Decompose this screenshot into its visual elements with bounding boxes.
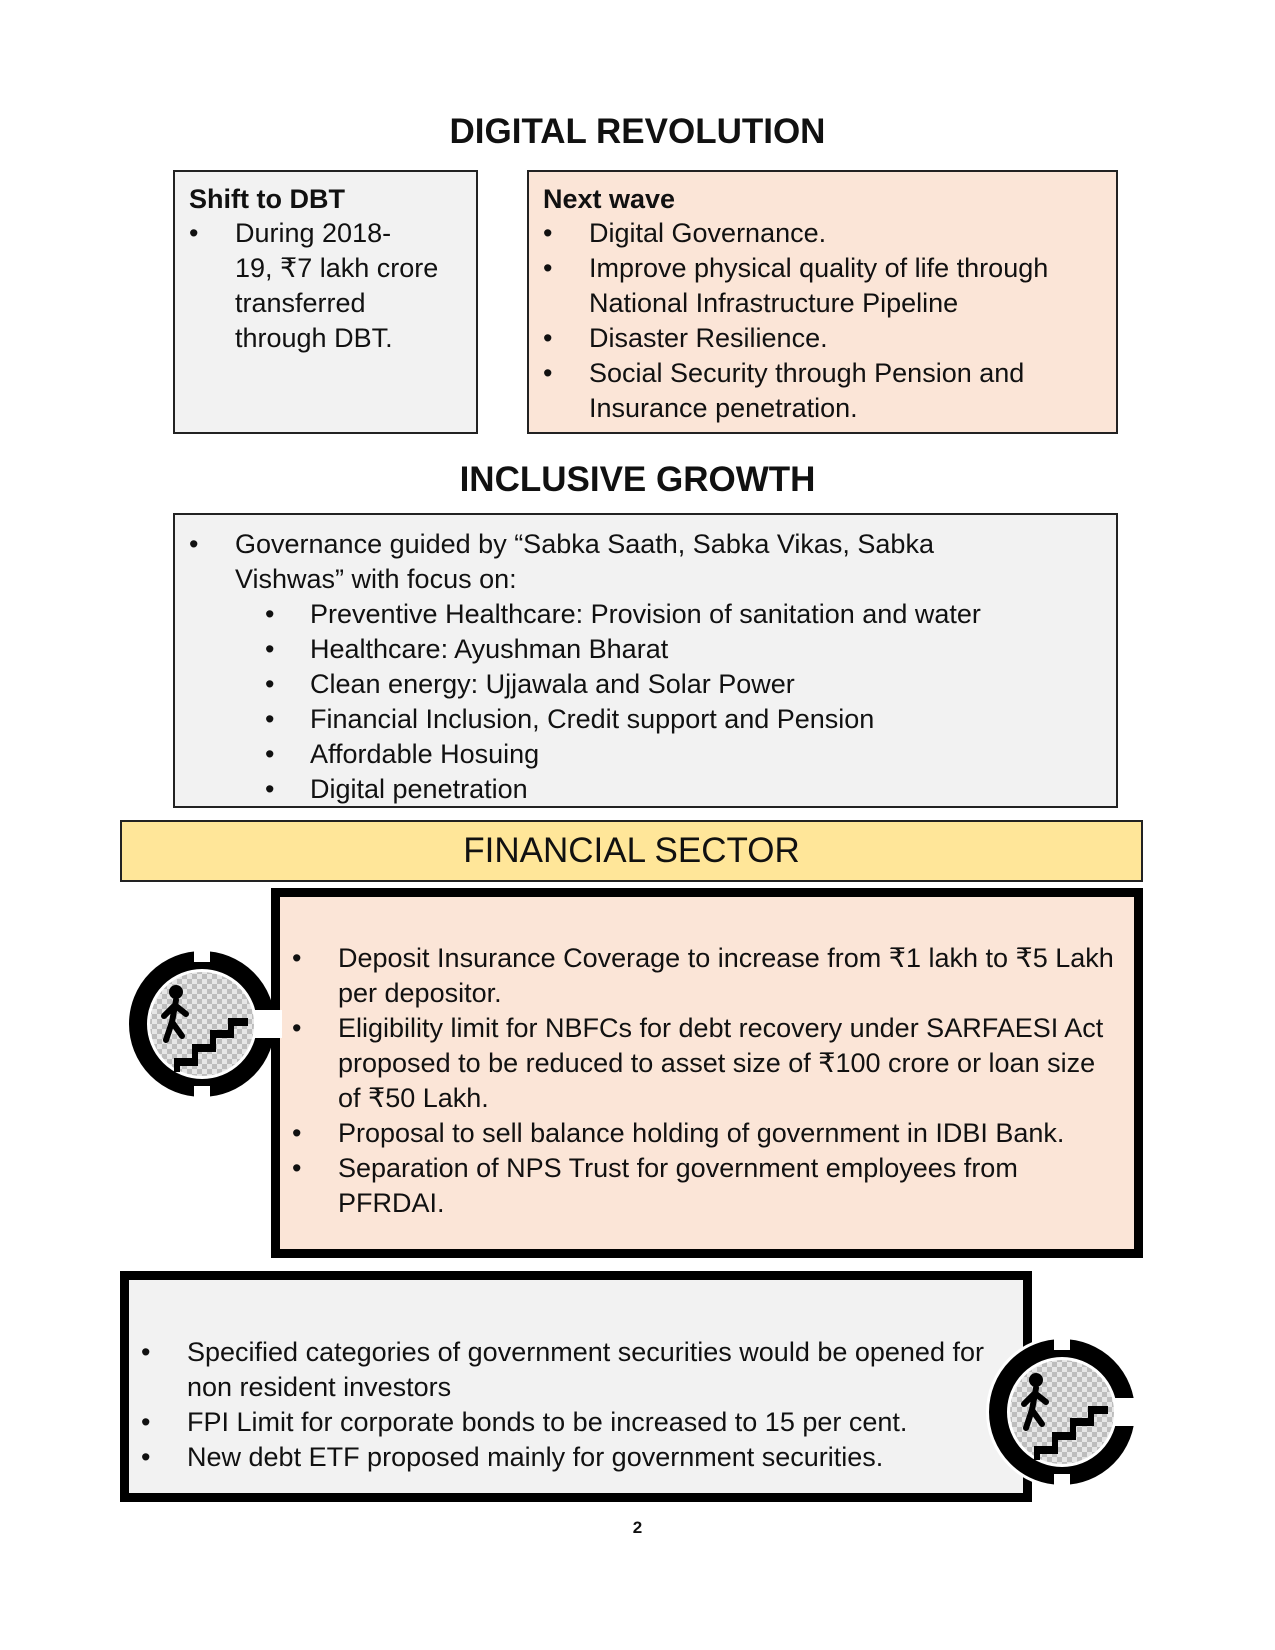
- list-item: • Improve physical quality of life through National Infrastructure Pipeline: [543, 251, 1102, 321]
- list-item: • Eligibility limit for NBFCs for debt recovery under SARFAESI Act proposed to be reduced to asset size of ₹100 crore or loan size of ₹50 Lakh.: [292, 1011, 1124, 1116]
- shift-to-dbt-list: [189, 216, 462, 356]
- list-item: • Digital Governance.: [543, 216, 1102, 251]
- inclusive-growth-heading: INCLUSIVE GROWTH: [459, 460, 816, 499]
- list-item: • Disaster Resilience.: [543, 321, 1102, 356]
- shift-to-dbt-box: [173, 170, 478, 434]
- inclusive-growth-list: [189, 527, 1102, 597]
- list-item: • New debt ETF proposed mainly for government securities.: [141, 1440, 1003, 1475]
- digital-revolution-heading: DIGITAL REVOLUTION: [449, 112, 826, 151]
- list-item: • Separation of NPS Trust for government employees from PFRDAI.: [292, 1151, 1124, 1221]
- list-item: • Preventive Healthcare: Provision of sanitation and water: [265, 597, 1102, 632]
- inclusive-growth-sublist: [265, 597, 1102, 807]
- list-item: • Social Security through Pension and Insurance penetration.: [543, 356, 1102, 426]
- stair-climber-icon: [122, 944, 282, 1104]
- financial-box-2: [120, 1271, 1032, 1502]
- next-wave-title: Next wave: [543, 184, 676, 214]
- list-item: • FPI Limit for corporate bonds to be increased to 15 per cent.: [141, 1405, 1003, 1440]
- next-wave-box: [527, 170, 1118, 434]
- financial-list-2: [141, 1335, 1003, 1475]
- list-item: • Healthcare: Ayushman Bharat: [265, 632, 1102, 667]
- financial-list-1: [292, 941, 1124, 1221]
- inclusive-growth-box: [173, 513, 1118, 808]
- list-item: • During 2018- 19, ₹7 lakh crore transferred through DBT.: [189, 216, 462, 356]
- list-item: • Proposal to sell balance holding of government in IDBI Bank.: [292, 1116, 1124, 1151]
- list-item: • Clean energy: Ujjawala and Solar Power: [265, 667, 1102, 702]
- shift-to-dbt-title: Shift to DBT: [189, 184, 345, 214]
- list-item: • Digital penetration: [265, 772, 1102, 807]
- list-item: • Specified categories of government securities would be opened for non resident investors: [141, 1335, 1003, 1405]
- list-item: • Deposit Insurance Coverage to increase from ₹1 lakh to ₹5 Lakh per depositor.: [292, 941, 1124, 1011]
- inclusive-growth-lead: • Governance guided by “Sabka Saath, Sabka Vikas, Sabka Vishwas” with focus on:: [189, 527, 1102, 597]
- page-number: 2: [632, 1518, 643, 1537]
- list-item: • Financial Inclusion, Credit support and Pension: [265, 702, 1102, 737]
- stair-climber-icon: [982, 1332, 1142, 1492]
- financial-sector-banner: [120, 820, 1143, 882]
- next-wave-list: [543, 216, 1102, 426]
- list-item: • Affordable Hosuing: [265, 737, 1102, 772]
- financial-sector-title: FINANCIAL SECTOR: [463, 831, 800, 870]
- financial-box-1: [271, 888, 1143, 1258]
